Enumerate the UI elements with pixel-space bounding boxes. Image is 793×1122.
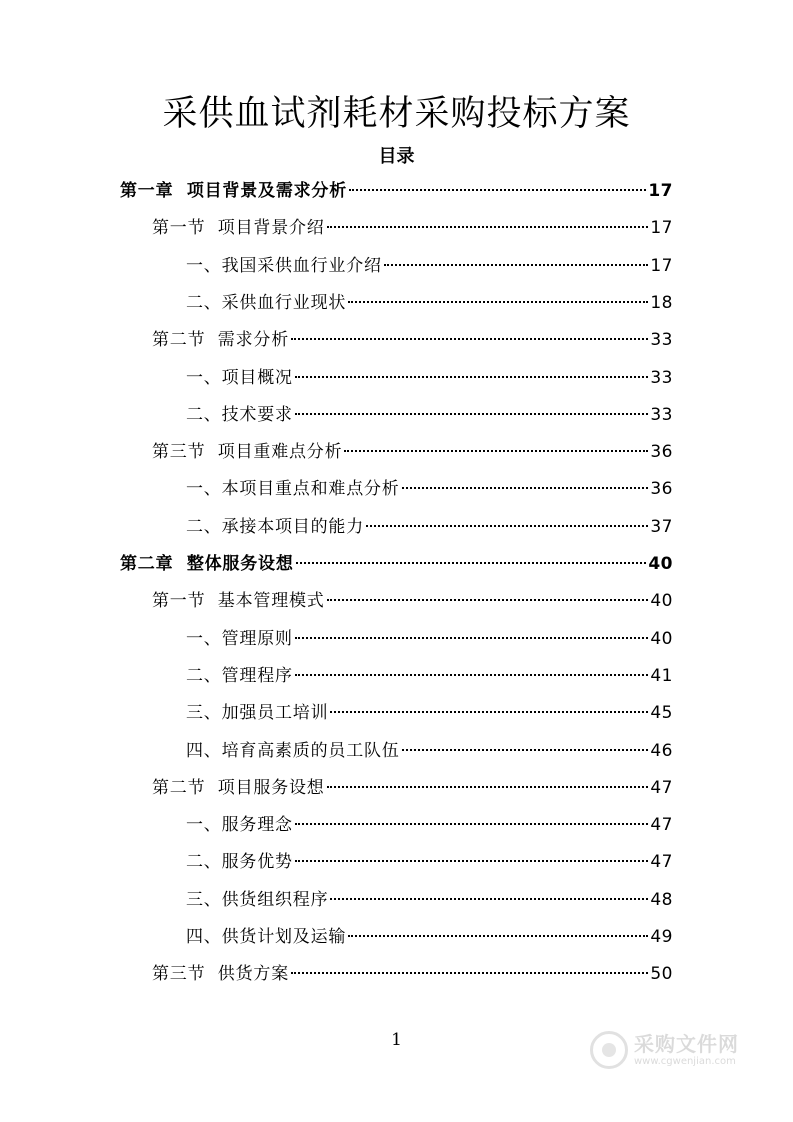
toc-entry-page: 45: [650, 703, 673, 724]
toc-dot-leader: [344, 450, 648, 452]
toc-chapter-entry[interactable]: [120, 176, 673, 206]
toc-entry-label: 二、承接本项目的能力: [186, 516, 364, 537]
toc-dot-leader: [327, 226, 649, 228]
toc-section-entry[interactable]: [152, 773, 673, 803]
toc-dot-leader: [348, 301, 648, 303]
toc-subsection-entry[interactable]: [186, 810, 673, 840]
toc-dot-leader: [330, 711, 648, 713]
toc-entry-page: 47: [650, 815, 673, 836]
toc-subsection-entry[interactable]: [186, 400, 673, 430]
toc-subsection-entry[interactable]: [186, 885, 673, 915]
toc-entry-page: 33: [650, 330, 673, 351]
toc-entry-label: 二、采供血行业现状: [186, 292, 347, 313]
toc-entry-label: 四、供货计划及运输: [186, 927, 347, 947]
toc-dot-leader: [296, 562, 647, 564]
toc-dot-leader: [291, 338, 648, 340]
watermark-url: www.cgwenjian.com: [634, 1055, 736, 1067]
watermark-text: [634, 1031, 739, 1067]
toc-entry-label: 第一节 基本管理模式: [152, 591, 325, 612]
toc-subsection-entry[interactable]: [186, 624, 673, 654]
toc-dot-leader: [291, 972, 648, 974]
toc-subsection-entry[interactable]: [186, 512, 673, 542]
toc-entry-page: 18: [650, 292, 673, 313]
toc-dot-leader: [330, 898, 648, 900]
watermark-name: 采购文件网: [634, 1031, 739, 1056]
toc-entry-label: 第三节 项目重难点分析: [152, 442, 343, 463]
toc-section-entry[interactable]: [152, 213, 673, 243]
toc-entry-page: 50: [650, 964, 673, 985]
toc-section-entry[interactable]: [152, 586, 673, 616]
toc-entry-label: 三、加强员工培训: [186, 703, 329, 724]
toc-entry-page: 36: [650, 479, 673, 500]
toc-entry-label: 四、培育高素质的员工队伍: [186, 740, 400, 761]
watermark: [590, 1026, 770, 1074]
toc-entry-label: 第一章 项目背景及需求分析: [120, 181, 348, 201]
toc-subsection-entry[interactable]: [186, 474, 673, 504]
toc-entry-label: 一、本项目重点和难点分析: [186, 479, 400, 500]
toc-heading: 目录: [378, 146, 415, 167]
toc-dot-leader: [349, 189, 646, 191]
toc-dot-leader: [295, 376, 649, 378]
toc-entry-page: 41: [650, 665, 673, 686]
toc-entry-label: 二、技术要求: [186, 404, 293, 425]
toc-subsection-entry[interactable]: [186, 661, 673, 691]
toc-entry-page: 36: [650, 442, 673, 463]
toc-dot-leader: [327, 599, 649, 601]
toc-chapter-entry[interactable]: [120, 549, 673, 579]
toc-entry-page: 17: [650, 218, 673, 239]
toc-dot-leader: [295, 674, 649, 676]
toc-dot-leader: [295, 860, 649, 862]
toc-dot-leader: [327, 786, 649, 788]
toc-entry-page: 17: [650, 255, 673, 276]
toc-entry-page: 40: [650, 628, 673, 649]
toc-section-entry[interactable]: [152, 959, 673, 989]
toc-subsection-entry[interactable]: [186, 251, 673, 281]
toc-entry-label: 第一节 项目背景介绍: [152, 218, 325, 239]
toc-entry-label: 一、项目概况: [186, 367, 293, 388]
document-title: 采供血试剂耗材采购投标方案: [162, 94, 631, 134]
toc-dot-leader: [366, 525, 648, 527]
toc-entry-page: 17: [648, 181, 673, 201]
toc-entry-page: 47: [650, 777, 673, 798]
toc-section-entry[interactable]: [152, 325, 673, 355]
toc-subsection-entry[interactable]: [186, 847, 673, 877]
toc-entry-label: 二、管理程序: [186, 665, 293, 686]
toc-entry-label: 第二章 整体服务设想: [120, 554, 294, 574]
toc-subsection-entry[interactable]: [186, 922, 673, 952]
toc-dot-leader: [295, 823, 649, 825]
toc-dot-leader: [295, 637, 649, 639]
toc-entry-label: 三、供货组织程序: [186, 889, 329, 910]
page-number: 1: [391, 1030, 402, 1050]
toc-subsection-entry[interactable]: [186, 363, 673, 393]
toc-entry-page: 37: [650, 516, 673, 537]
cgwenjian-logo-icon: [590, 1031, 628, 1069]
toc-entry-label: 二、服务优势: [186, 852, 293, 873]
toc-subsection-entry[interactable]: [186, 736, 673, 766]
toc-entry-page: 47: [650, 852, 673, 873]
toc-entry-page: 49: [650, 927, 673, 947]
toc-entry-page: 46: [650, 740, 673, 761]
toc-entry-label: 第二节 项目服务设想: [152, 777, 325, 798]
toc-subsection-entry[interactable]: [186, 698, 673, 728]
toc-entry-page: 40: [650, 591, 673, 612]
toc-section-entry[interactable]: [152, 437, 673, 467]
toc-dot-leader: [295, 413, 649, 415]
toc-entry-page: 33: [650, 404, 673, 425]
toc-entry-page: 40: [648, 554, 673, 574]
toc-dot-leader: [402, 749, 649, 751]
toc-entry-label: 一、我国采供血行业介绍: [186, 255, 382, 276]
toc-entry-page: 48: [650, 889, 673, 910]
toc-entry-label: 第二节 需求分析: [152, 330, 290, 351]
toc-entry-page: 33: [650, 367, 673, 388]
toc-dot-leader: [348, 935, 648, 937]
toc-entry-label: 一、管理原则: [186, 628, 293, 649]
toc-entry-label: 第三节 供货方案: [152, 964, 290, 985]
toc-dot-leader: [384, 264, 649, 266]
toc-dot-leader: [402, 487, 649, 489]
toc-subsection-entry[interactable]: [186, 288, 673, 318]
toc-entry-label: 一、服务理念: [186, 815, 293, 836]
